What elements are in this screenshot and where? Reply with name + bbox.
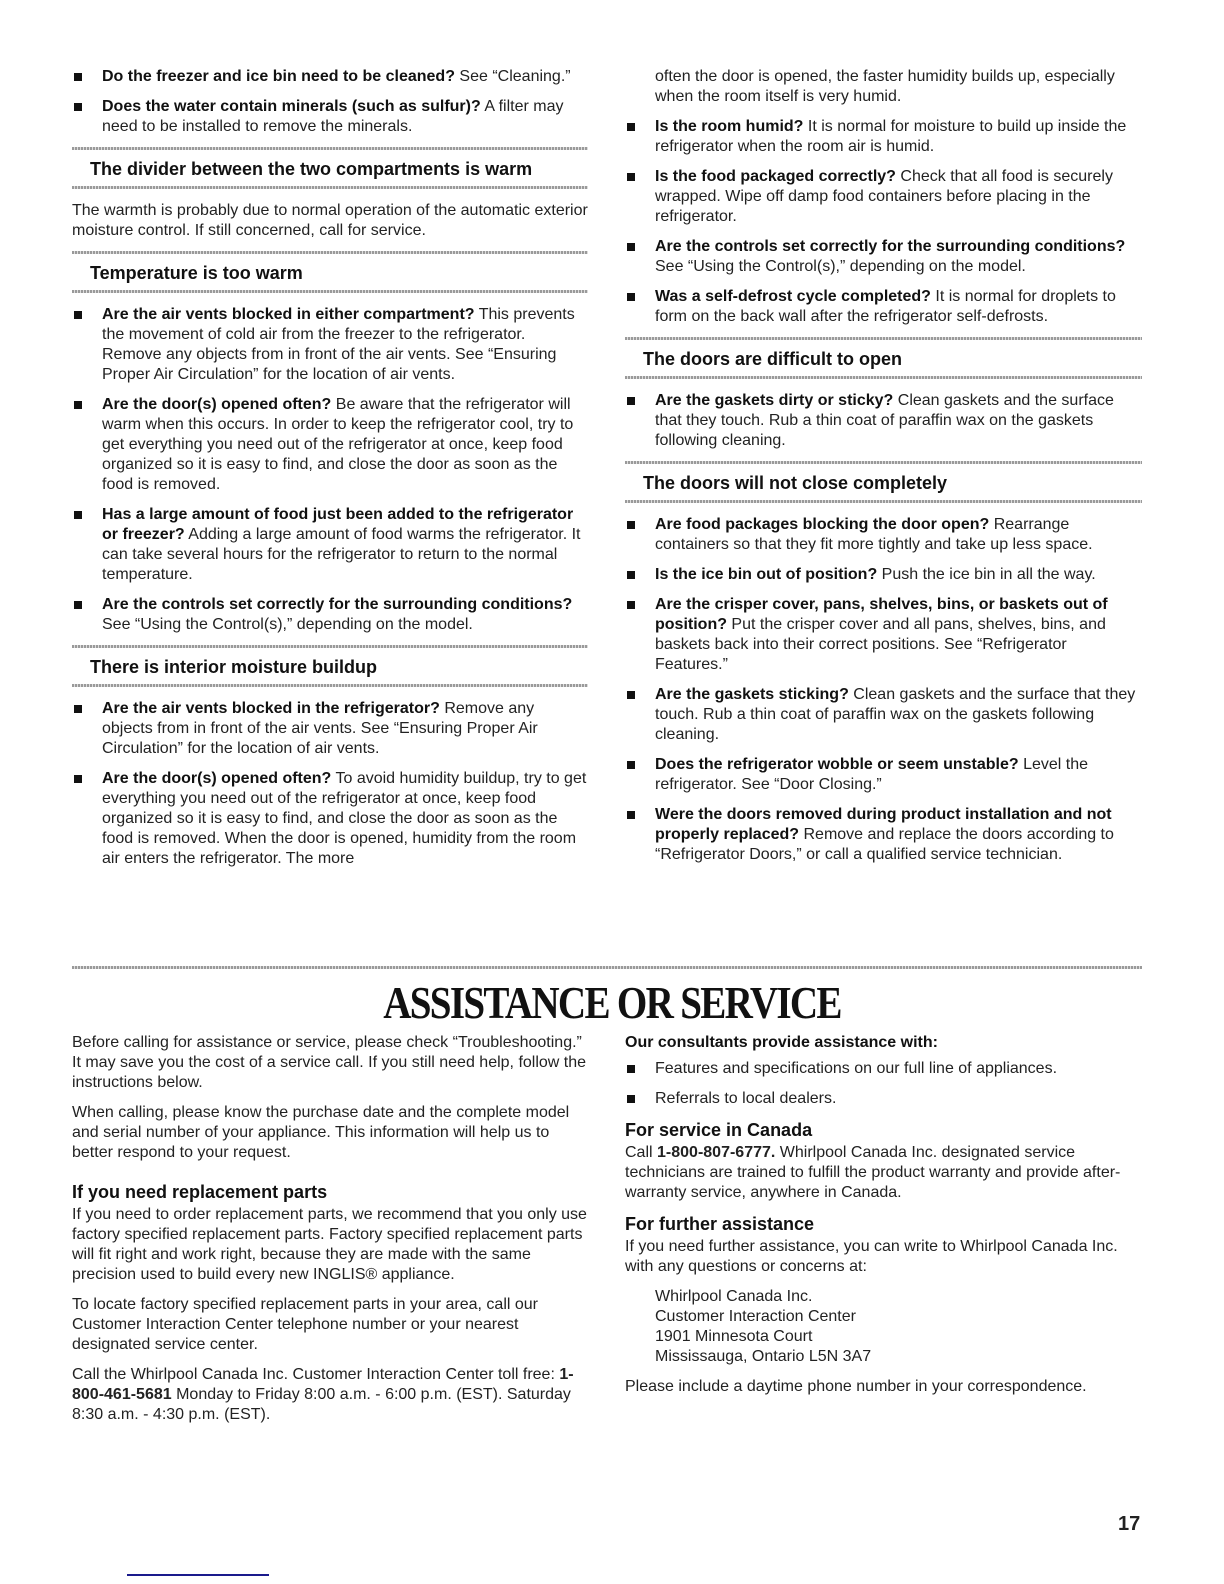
heading-text: There is interior moisture buildup <box>90 657 378 677</box>
item-question: Is the food packaged correctly? <box>655 168 896 185</box>
item-answer: See “Using the Control(s),” depending on the model. <box>655 258 1026 275</box>
list-item <box>625 237 1142 277</box>
item-question: Are the air vents blocked in either compartment? <box>102 306 475 323</box>
item-answer: It is normal for droplets to form on the back wall after the refrigerator self-defrosts. <box>655 288 1116 325</box>
item-question: Are the gaskets dirty or sticky? <box>655 392 894 409</box>
subheading: For service in Canada <box>625 1120 813 1140</box>
item-answer: Level the refrigerator. See “Door Closing.” <box>655 756 1089 793</box>
troubleshooting-right-column <box>625 67 1142 875</box>
item-question: Was a self-defrost cycle completed? <box>655 288 931 305</box>
item-question: Are the controls set correctly for the surrounding conditions? <box>102 596 573 613</box>
heading-rule <box>72 684 588 687</box>
heading-text: The doors will not close completely <box>643 473 948 493</box>
item-answer: Remove any objects from in front of the air vents. See “Ensuring Proper Air Circulation” for the location of air vents. <box>102 700 538 757</box>
paragraph: When calling, please know the purchase date and the complete model and serial number of your appliance. This information will help us to better respond to your request. <box>72 1104 570 1161</box>
lead-heading: Our consultants provide assistance with: <box>625 1034 938 1051</box>
list-item <box>72 595 588 635</box>
section-heading <box>625 461 1142 503</box>
phone-number: 1-800-461-5681 <box>72 1366 574 1403</box>
heading-rule <box>625 376 1142 379</box>
list-item <box>625 685 1142 745</box>
section-heading <box>72 147 588 189</box>
heading-text: Temperature is too warm <box>90 263 303 283</box>
item-question: Are food packages blocking the door open? <box>655 516 990 533</box>
item-question: Has a large amount of food just been added to the refrigerator or freezer? <box>102 506 574 543</box>
list-item <box>625 755 1142 795</box>
paragraph: often the door is opened, the faster humidity builds up, especially when the room itself is very humid. <box>655 68 1115 105</box>
text-span: Call <box>625 1144 658 1161</box>
item-answer: To avoid humidity buildup, try to get everything you need out of the refrigerator at once, keep food organized so it is easy to find, and close the door as soon as the food is removed. When the door is opened, humidity from the room air enters the refrigerator. The more <box>102 770 587 867</box>
item-answer: Clean gaskets and the surface that they touch. Rub a thin coat of paraffin wax on the gaskets following cleaning. <box>655 392 1114 449</box>
list-item <box>625 595 1142 675</box>
item-answer: Referrals to local dealers. <box>655 1090 837 1107</box>
item-question: Are the door(s) opened often? <box>102 770 332 787</box>
item-answer: Features and specifications on our full line of appliances. <box>655 1060 1058 1077</box>
text-span: Call the Whirlpool Canada Inc. Customer Interaction Center toll free: <box>72 1366 560 1383</box>
list-item <box>72 97 588 137</box>
address-line: 1901 Minnesota Court <box>655 1328 813 1345</box>
list-item <box>625 167 1142 227</box>
list-item <box>625 565 1142 585</box>
section-title: ASSISTANCE OR SERVICE <box>383 977 841 1028</box>
item-question: Are the controls set correctly for the surrounding conditions? <box>655 238 1126 255</box>
subheading: For further assistance <box>625 1214 815 1234</box>
list-item <box>625 805 1142 865</box>
heading-text: The divider between the two compartments is warm <box>90 159 533 179</box>
item-answer: Rearrange containers so that they fit more tightly and take up less space. <box>655 516 1093 553</box>
item-question: Are the gaskets sticking? <box>655 686 849 703</box>
list-item <box>625 117 1142 157</box>
item-question: Do the freezer and ice bin need to be cleaned? <box>102 68 455 85</box>
item-answer: This prevents the movement of cold air from the freezer to the refrigerator. Remove any objects from in front of the air vents. See “Ensuring Proper Air Circulation” for the location of air vents. <box>102 306 575 383</box>
assistance-left-column <box>72 1033 588 1435</box>
list-item <box>625 515 1142 555</box>
heading-rule <box>72 186 588 189</box>
item-answer: Be aware that the refrigerator will warm when this occurs. In order to keep the refrigerator cool, try to get everything you need out of the refrigerator at once, keep food organized so it is easy to find, and close the door as soon as the food is removed. <box>102 396 574 493</box>
footer-line <box>127 1574 269 1576</box>
list-item <box>625 391 1142 451</box>
heading-text: The doors are difficult to open <box>643 349 903 369</box>
item-question: Is the room humid? <box>655 118 804 135</box>
list-item <box>72 67 588 87</box>
item-answer: Check that all food is securely wrapped. Wipe off damp food containers before placing in the refrigerator. <box>655 168 1113 225</box>
text-span: Whirlpool Canada Inc. designated service technicians are trained to fulfill the product warranty and provide after-warranty service, anywhere in Canada. <box>625 1144 1121 1201</box>
section-divider <box>72 966 1142 969</box>
paragraph: Before calling for assistance or service, please check “Troubleshooting.” It may save you the cost of a service call. If you still need help, follow the instructions below. <box>72 1034 587 1091</box>
item-answer: Remove and replace the doors according to “Refrigerator Doors,” or call a qualified service technician. <box>655 826 1114 863</box>
section-heading <box>625 337 1142 379</box>
item-answer: Put the crisper cover and all pans, shelves, bins, and baskets back into their correct positions. See “Refrigerator Features.” <box>655 616 1106 673</box>
text-span: Monday to Friday 8:00 a.m. - 6:00 p.m. (EST). Saturday 8:30 a.m. - 4:30 p.m. (EST). <box>72 1386 571 1423</box>
item-question: Were the doors removed during product installation and not properly replaced? <box>655 806 1112 843</box>
list-item <box>625 287 1142 327</box>
list-item <box>72 699 588 759</box>
section-heading <box>72 251 588 293</box>
list-item <box>625 1089 1142 1109</box>
item-answer: A filter may need to be installed to remove the minerals. <box>102 98 564 135</box>
phone-number: 1-800-807-6777. <box>657 1144 776 1161</box>
item-answer: See “Using the Control(s),” depending on the model. <box>102 616 473 633</box>
item-answer: Adding a large amount of food warms the refrigerator. It can take several hours for the refrigerator to return to the normal temperature. <box>102 526 581 583</box>
list-item <box>72 769 588 869</box>
item-question: Are the air vents blocked in the refrigerator? <box>102 700 440 717</box>
mailing-address <box>625 1287 1142 1367</box>
paragraph <box>625 1143 1142 1203</box>
item-question: Does the water contain minerals (such as sulfur)? <box>102 98 481 115</box>
section-heading <box>72 645 588 687</box>
list-item <box>72 505 588 585</box>
item-question: Does the refrigerator wobble or seem unstable? <box>655 756 1019 773</box>
paragraph <box>72 1365 588 1425</box>
item-answer: Clean gaskets and the surface that they touch. Rub a thin coat of paraffin wax on the gaskets following cleaning. <box>655 686 1136 743</box>
paragraph: Please include a daytime phone number in your correspondence. <box>625 1378 1087 1395</box>
list-item <box>625 1059 1142 1079</box>
paragraph: If you need to order replacement parts, we recommend that you only use factory specified replacement parts. Factory specified replacement parts will fit right and work right, because they are made with the same precision used to build every new INGLIS® appliance. <box>72 1206 587 1283</box>
list-item <box>72 395 588 495</box>
item-answer: It is normal for moisture to build up inside the refrigerator when the room air is humid. <box>655 118 1127 155</box>
paragraph: To locate factory specified replacement parts in your area, call our Customer Interaction Center telephone number or your nearest designated service center. <box>72 1296 539 1353</box>
paragraph: The warmth is probably due to normal operation of the automatic exterior moisture control. If still concerned, call for service. <box>72 202 588 239</box>
heading-rule <box>72 290 588 293</box>
assistance-right-column <box>625 1033 1142 1407</box>
heading-rule <box>625 500 1142 503</box>
paragraph: If you need further assistance, you can write to Whirlpool Canada Inc. with any questions or concerns at: <box>625 1238 1118 1275</box>
item-answer: See “Cleaning.” <box>454 68 571 85</box>
page-number: 17 <box>1118 1513 1141 1535</box>
address-line: Whirlpool Canada Inc. <box>655 1288 813 1305</box>
address-line: Mississauga, Ontario L5N 3A7 <box>655 1348 872 1365</box>
troubleshooting-left-column <box>72 67 588 879</box>
item-question: Are the door(s) opened often? <box>102 396 332 413</box>
address-line: Customer Interaction Center <box>655 1308 856 1325</box>
item-answer: Push the ice bin in all the way. <box>877 566 1096 583</box>
list-item <box>72 305 588 385</box>
item-question: Are the crisper cover, pans, shelves, bins, or baskets out of position? <box>655 596 1108 633</box>
subheading: If you need replacement parts <box>72 1182 328 1202</box>
item-question: Is the ice bin out of position? <box>655 566 878 583</box>
